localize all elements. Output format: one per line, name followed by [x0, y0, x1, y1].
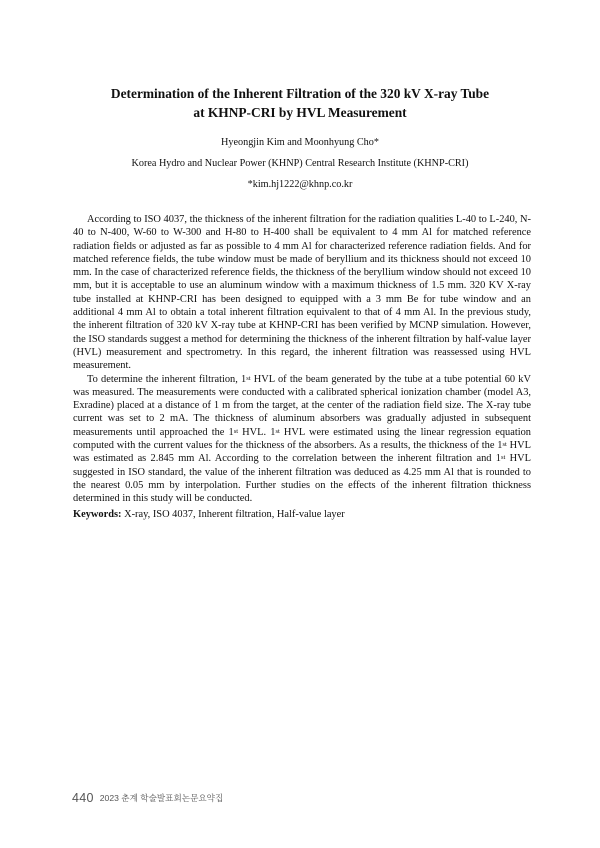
abstract: [73, 213, 531, 506]
superscript-st: st: [233, 427, 239, 435]
abstract-text: To determine the inherent filtration, 1: [87, 373, 247, 385]
abstract-text: HVL were estimated using the linear regression equation computed with the current values for the thickness of the absorbers. As a results, the thickness of the 1: [73, 426, 531, 452]
superscript-st: st: [246, 374, 251, 382]
page-footer: [72, 789, 223, 807]
abstract-text: HVL of the beam generated by the tube at a tube potential 60 kV was measured. The measurements were conducted with a calibrated spherical ionization chamber (model A3, Exradine) placed at a distance of 1 m from the target, at the center of the radiation field size. The X-ray tube current was set to 2 mA. The thickness of aluminum absorbers was gradually adjusted in subsequent measurements until approached the 1: [73, 373, 531, 438]
paper-title: [60, 84, 540, 122]
abstract-text: HVL was estimated as 2.845 mm Al. According to the correlation between the inherent filtration and 1: [73, 440, 531, 465]
keywords: [73, 508, 531, 521]
abstract-text: HVL suggested in ISO standard, the value of the inherent filtration was deduced as 4.25 mm Al that is rounded to the nearest 0.05 mm by interpolation. Further studies on the effects of the inherent filtration thickness determined in this study will be conducted.: [73, 453, 531, 505]
conference-name: 2023 춘계 학술발표회논문요약집: [99, 793, 224, 803]
superscript-st: st: [275, 427, 280, 435]
abstract-text: HVL. 1: [238, 426, 276, 438]
keywords-label: Keywords:: [73, 509, 122, 520]
page-number: 440: [72, 791, 94, 805]
superscript-st: st: [502, 441, 507, 449]
title-line-2: at KHNP-CRI by HVL Measurement: [193, 105, 407, 120]
corresponding-email: *kim.hj1222@khnp.co.kr: [247, 179, 353, 190]
superscript-st: st: [501, 454, 506, 462]
authors: Hyeongjin Kim and Moonhyung Cho*: [221, 137, 379, 148]
abstract-paragraph-1: According to ISO 4037, the thickness of the inherent filtration for the radiation qualities L-40 to L-240, N-40 to N-400, W-60 to W-300 and H-80 to H-400 shall be equivalent to 4 mm Al for matched reference radiation fields or adjusted as far as possible to 4 mm Al for characterized reference radiation fields. And for matched reference fields, the tube window must be made of beryllium and its thickness should not exceed 10 mm. In the case of characterized reference fields, the thickness of the beryllium window should not exceed 10 mm, but it is acceptable to use an aluminum window with a maximum thickness of 1.5 mm. 320 KV X-ray tube installed at KHNP-CRI has been designed to equipped with a 3 mm Be for tube window and an additional 4 mm Al to obtain a total inherent filtration equivalent to that of 4 mm Al. In the previous study, the inherent filtration of 320 kV X-ray tube at KHNP-CRI has been verified by MCNP simulation. However, the ISO standards suggest a method for determining the thickness of the inherent filtration by half-value layer (HVL) measurement and spectrometry. In this regard, the inherent filtration was reassessed using HVL measurement.: [73, 214, 531, 372]
affiliation: Korea Hydro and Nuclear Power (KHNP) Central Research Institute (KHNP-CRI): [131, 158, 469, 169]
abstract-paragraph-2: [73, 373, 531, 506]
title-line-1: Determination of the Inherent Filtration of the 320 kV X-ray Tube: [110, 86, 490, 101]
keywords-text: X-ray, ISO 4037, Inherent filtration, Half-value layer: [121, 509, 345, 520]
